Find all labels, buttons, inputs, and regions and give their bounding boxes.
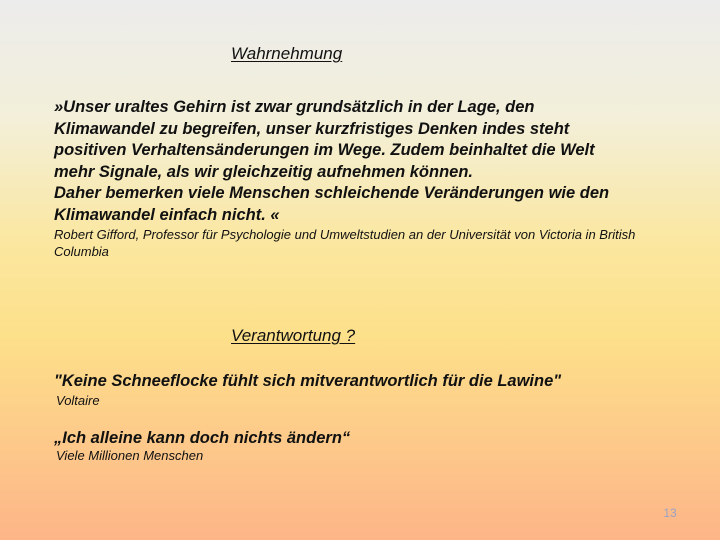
- millions-quote: „Ich alleine kann doch nichts ändern“: [54, 429, 351, 447]
- heading-wahrnehmung: Wahrnehmung: [231, 44, 343, 63]
- gifford-quote: [54, 97, 674, 227]
- heading-verantwortung: Verantwortung ?: [231, 326, 356, 345]
- quote-line: mehr Signale, als wir gleichzeitig aufnehmen können.: [54, 162, 474, 181]
- quote-line: Klimawandel einfach nicht. «: [54, 205, 280, 224]
- page-number: 13: [663, 506, 677, 520]
- quote-line: positiven Verhaltensänderungen im Wege. Zudem beinhaltet die Welt: [54, 141, 595, 160]
- quote-line: »Unser uraltes Gehirn ist zwar grundsätzlich in der Lage, den: [54, 98, 535, 116]
- millions-attribution: Viele Millionen Menschen: [56, 448, 204, 463]
- voltaire-quote: "Keine Schneeflocke fühlt sich mitverantwortlich für die Lawine": [54, 372, 562, 390]
- gifford-attribution: Robert Gifford, Professor für Psychologie und Umweltstudien an der Universität von Victoria in British Columbia: [54, 227, 636, 259]
- quote-line: Klimawandel zu begreifen, unser kurzfristiges Denken indes steht: [54, 119, 570, 138]
- quote-line: Daher bemerken viele Menschen schleichende Veränderungen wie den: [54, 184, 610, 203]
- voltaire-attribution: Voltaire: [56, 393, 100, 408]
